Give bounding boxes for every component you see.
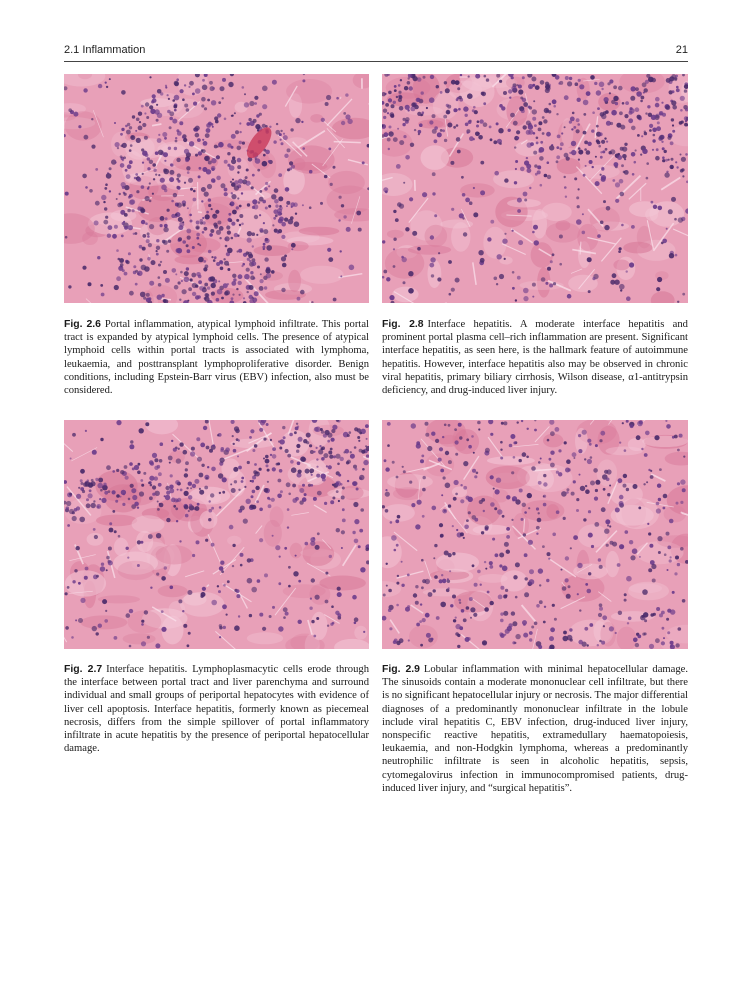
figure-2-7-micrograph bbox=[64, 420, 369, 649]
figure-label: Fig. 2.6 bbox=[64, 319, 101, 330]
figure-2-7-caption bbox=[64, 663, 369, 755]
caption-text: Interface hepatitis. Lymphoplasmacytic cells erode through the interface between portal tract and liver parenchyma and surround individual and small groups of periportal hepatocytes with evidence of liver cell apoptosis. Interface hepatitis, formerly known as piecemeal necrosis, differs from the simple spillover of portal inflammatory infiltrate in acute hepatitis by the presence of periportal hepatocellular damage. bbox=[64, 664, 369, 755]
figure-2-6-caption bbox=[64, 318, 369, 397]
figure-2-8-caption bbox=[382, 318, 688, 397]
figure-label: Fig. 2.7 bbox=[64, 664, 103, 675]
figure-2-6-micrograph bbox=[64, 74, 369, 303]
section-title: 2.1 Inflammation bbox=[64, 44, 146, 56]
running-header bbox=[64, 44, 688, 60]
caption-text: Lobular inflammation with minimal hepatocellular damage. The sinusoids contain a moderate mononuclear cell infiltrate, but there is no significant hepatocellular injury or necrosis. The major differential diagnoses of a predominantly mononuclear infiltrate in the lobule include viral hepatitis C, EBV infection, drug-induced liver injury, nonspecific reactive hepatitis, extramedullary haematopoiesis, leukaemia, and non-Hodgkin lymphoma, whereas a predominantly neutrophilic infiltrate is seen in alcoholic hepatitis, sepsis, cytomegalovirus infection in immunocompromised patients, drug-induced liver injury, and “surgical hepatitis”. bbox=[382, 664, 688, 794]
figure-label: Fig. 2.8 bbox=[382, 319, 424, 330]
figure-label: Fig. 2.9 bbox=[382, 664, 420, 675]
caption-text: Portal inflammation, atypical lymphoid infiltrate. This portal tract is expanded by atypical lymphoid cells. The presence of atypical lymphoid cells within portal tracts is associated with lymphoma, leukaemia, and posttransplant lymphoproliferative disorder. Benign conditions, including Epstein-Barr virus (EBV) infection, also must be considered. bbox=[64, 319, 369, 397]
figure-2-9-caption bbox=[382, 663, 688, 795]
header-rule bbox=[64, 61, 688, 62]
page-number: 21 bbox=[675, 44, 688, 56]
caption-text: Interface hepatitis. A moderate interface hepatitis and prominent portal plasma cell–rich inflammation are present. Significant interface hepatitis, as seen here, is the hallmark feature of autoimmune hepatitis. However, interface hepatitis also may be observed in chronic viral hepatitis, primary biliary cirrhosis, Wilson disease, α1-antitrypsin deficiency, and drug-induced liver injury. bbox=[382, 319, 688, 397]
figure-2-8-micrograph bbox=[382, 74, 688, 303]
figure-2-9-micrograph bbox=[382, 420, 688, 649]
